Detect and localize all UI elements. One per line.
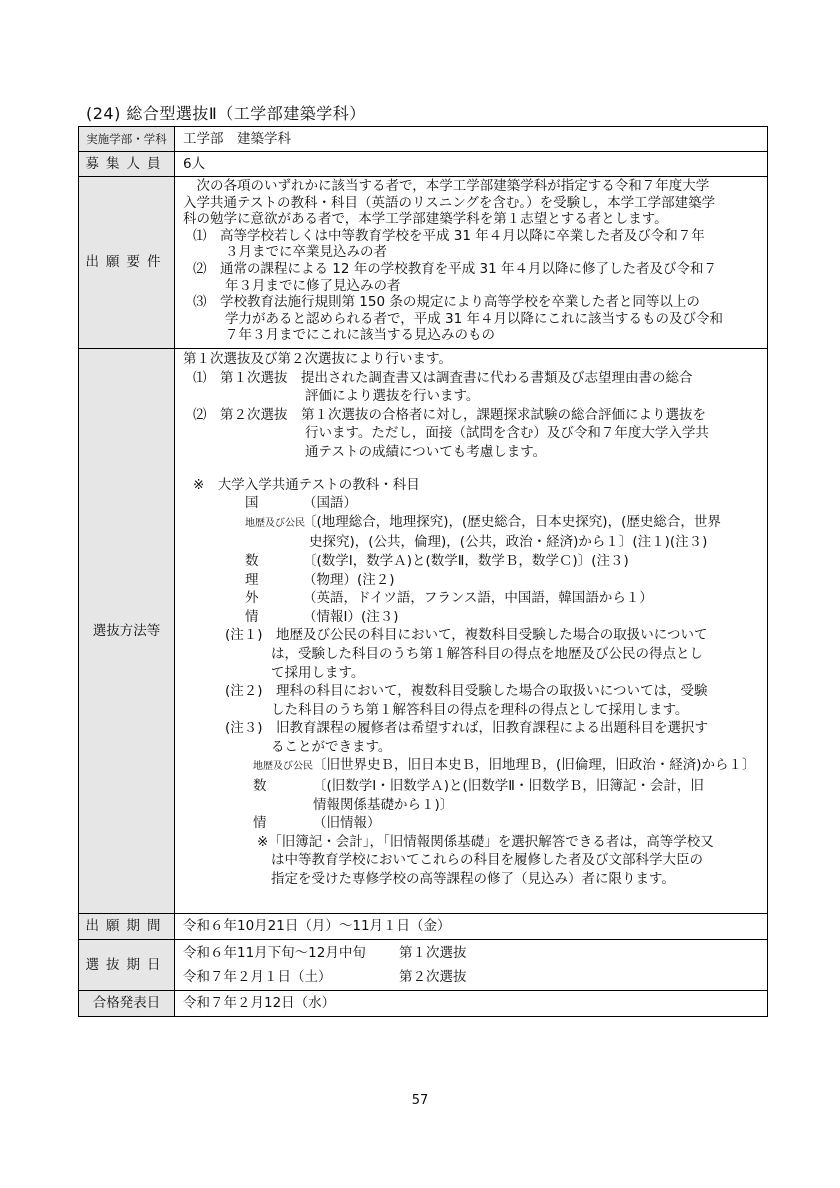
req-line: 年３月までに修了見込みの者 [225, 277, 401, 294]
subject-row: 国 （国語） [245, 495, 357, 512]
note1-line: (注１) 地歴及び公民の科目において，複数科目受験した場合の取扱いについて [225, 627, 708, 644]
old-subject-row: 情報関係基礎から１)〕 [313, 796, 454, 813]
old-subject-row: 数 〔(旧数学Ⅰ・旧数学Ａ)と(旧数学Ⅱ・旧数学Ｂ，旧簿記・会計，旧 [253, 778, 704, 795]
page-number: 57 [411, 1093, 429, 1108]
note1-line: は，受験した科目のうち第１解答科目の得点を地歴及び公民の得点とし [271, 645, 703, 662]
footnote-line: 指定を受けた専修学校の高等課程の修了（見込み）者に限ります。 [271, 871, 675, 888]
label-faculty: 実施学部・学科 [79, 127, 175, 152]
req-line: 科の勉学に意欲がある者で，本学工学部建築学科を第１志望とする者とします。 [183, 211, 668, 228]
note1-line: て採用します。 [271, 664, 365, 681]
req-line: ⑴ 高等学校若しくは中等教育学校を平成 31 年４月以降に卒業した者及び令和７年 [193, 227, 705, 244]
label-capacity: 募集人員 [79, 152, 175, 177]
row-capacity [79, 152, 768, 177]
row-faculty [79, 127, 768, 152]
stage2-line: 行います。ただし，面接（試問を含む）及び令和７年度大学入学共 [305, 425, 709, 442]
req-line: ⑵ 通常の課程による 12 年の学校教育を平成 31 年４月以降に修了した者及び令和７ [193, 260, 718, 277]
subject-row: 地歴及び公民〔(地理総合，地理探究)，(歴史総合，日本史探究)，(歴史総合，世界 [245, 513, 721, 530]
subjects-title: ※ 大学入学共通テストの教科・科目 [193, 476, 420, 493]
label-selection-dates: 選抜期日 [79, 940, 175, 991]
subject-row: 理 （物理）(注２) [245, 571, 395, 588]
label-announcement: 合格発表日 [79, 991, 175, 1017]
value-application-period: 令和６年10月21日（月）～11月１日（金） [175, 914, 768, 940]
note2-line: した科目のうち第１解答科目の得点を理科の得点として採用します。 [271, 701, 689, 718]
value-requirements [175, 177, 768, 349]
value-method [175, 349, 768, 914]
stage1-line: ⑴ 第１次選抜 提出された調査書又は調査書に代わる書類及び志望理由書の総合 [193, 369, 693, 386]
selection-first: 令和６年11月下旬～12月中旬 第１次選抜 [183, 945, 467, 961]
admission-table [78, 126, 768, 1017]
note3-line: (注３) 旧教育課程の履修者は希望すれば，旧教育課程による出題科目を選択す [225, 720, 709, 737]
row-announcement [79, 991, 768, 1017]
subject-row: 外 （英語，ドイツ語，フランス語，中国語，韓国語から１） [245, 590, 653, 607]
selection-second: 令和７年２月１日（土） 第２次選抜 [183, 969, 467, 985]
stage2-line: 通テストの成績についても考慮します。 [305, 443, 547, 460]
subject-row: 情 （情報Ⅰ）(注３) [245, 608, 399, 625]
req-line: 次の各項のいずれかに該当する者で，本学工学部建築学科が指定する令和７年度大学 [183, 178, 710, 194]
req-line: 入学共通テストの教科・科目（英語のリスニングを含む。）を受験し，本学工学部建築学 [183, 194, 716, 211]
req-line: ３月までに卒業見込みの者 [225, 244, 387, 261]
value-selection-dates [175, 940, 768, 991]
label-method: 選抜方法等 [79, 349, 175, 914]
label-application-period: 出願期間 [79, 914, 175, 940]
stage2-line: ⑵ 第２次選抜 第１次選抜の合格者に対し，課題探求試験の総合評価により選抜を [193, 406, 706, 423]
row-method [79, 349, 768, 914]
req-line: ７年３月までにこれに該当する見込みのもの [225, 327, 495, 344]
row-selection-dates [79, 940, 768, 991]
row-requirements [79, 177, 768, 349]
label-requirements: 出願要件 [79, 177, 175, 349]
subject-row: 数 〔(数学Ⅰ，数学Ａ)と(数学Ⅱ，数学Ｂ，数学Ｃ)〕(注３) [245, 552, 629, 569]
subject-row: 史探究)，(公共，倫理)，(公共，政治・経済)から１〕(注１)(注３) [309, 534, 708, 551]
value-faculty: 工学部 建築学科 [175, 127, 768, 152]
section-heading: (24) 総合型選抜Ⅱ（工学部建築学科） [86, 104, 366, 123]
row-application-period [79, 914, 768, 940]
note3-line: ることができます。 [271, 738, 392, 755]
stage1-line: 評価により選抜を行います。 [305, 388, 480, 405]
method-intro: 第１次選抜及び第２次選抜により行います。 [183, 351, 452, 367]
spacer [183, 462, 761, 476]
value-announcement: 令和７年２月12日（水） [175, 991, 768, 1017]
footnote-line: は中等教育学校においてこれらの科目を履修した者及び文部科学大臣の [271, 852, 703, 869]
req-line: 学力があると認められる者で，平成 31 年４月以降にこれに該当するもの及び令和 [225, 310, 723, 327]
footnote-line: ※「旧簿記・会計」，「旧情報関係基礎」を選択解答できる者は，高等学校又 [257, 833, 714, 850]
old-subject-row: 地歴及び公民〔旧世界史Ｂ，旧日本史Ｂ，旧地理Ｂ，(旧倫理，旧政治・経済)から１〕 [253, 757, 756, 774]
note2-line: (注２) 理科の科目において，複数科目受験した場合の取扱いについては，受験 [225, 683, 708, 700]
req-line: ⑶ 学校教育法施行規則第 150 条の規定により高等学校を卒業した者と同等以上の [193, 294, 700, 311]
value-capacity: 6人 [175, 152, 768, 177]
old-subject-row: 情 （旧情報） [253, 815, 381, 832]
